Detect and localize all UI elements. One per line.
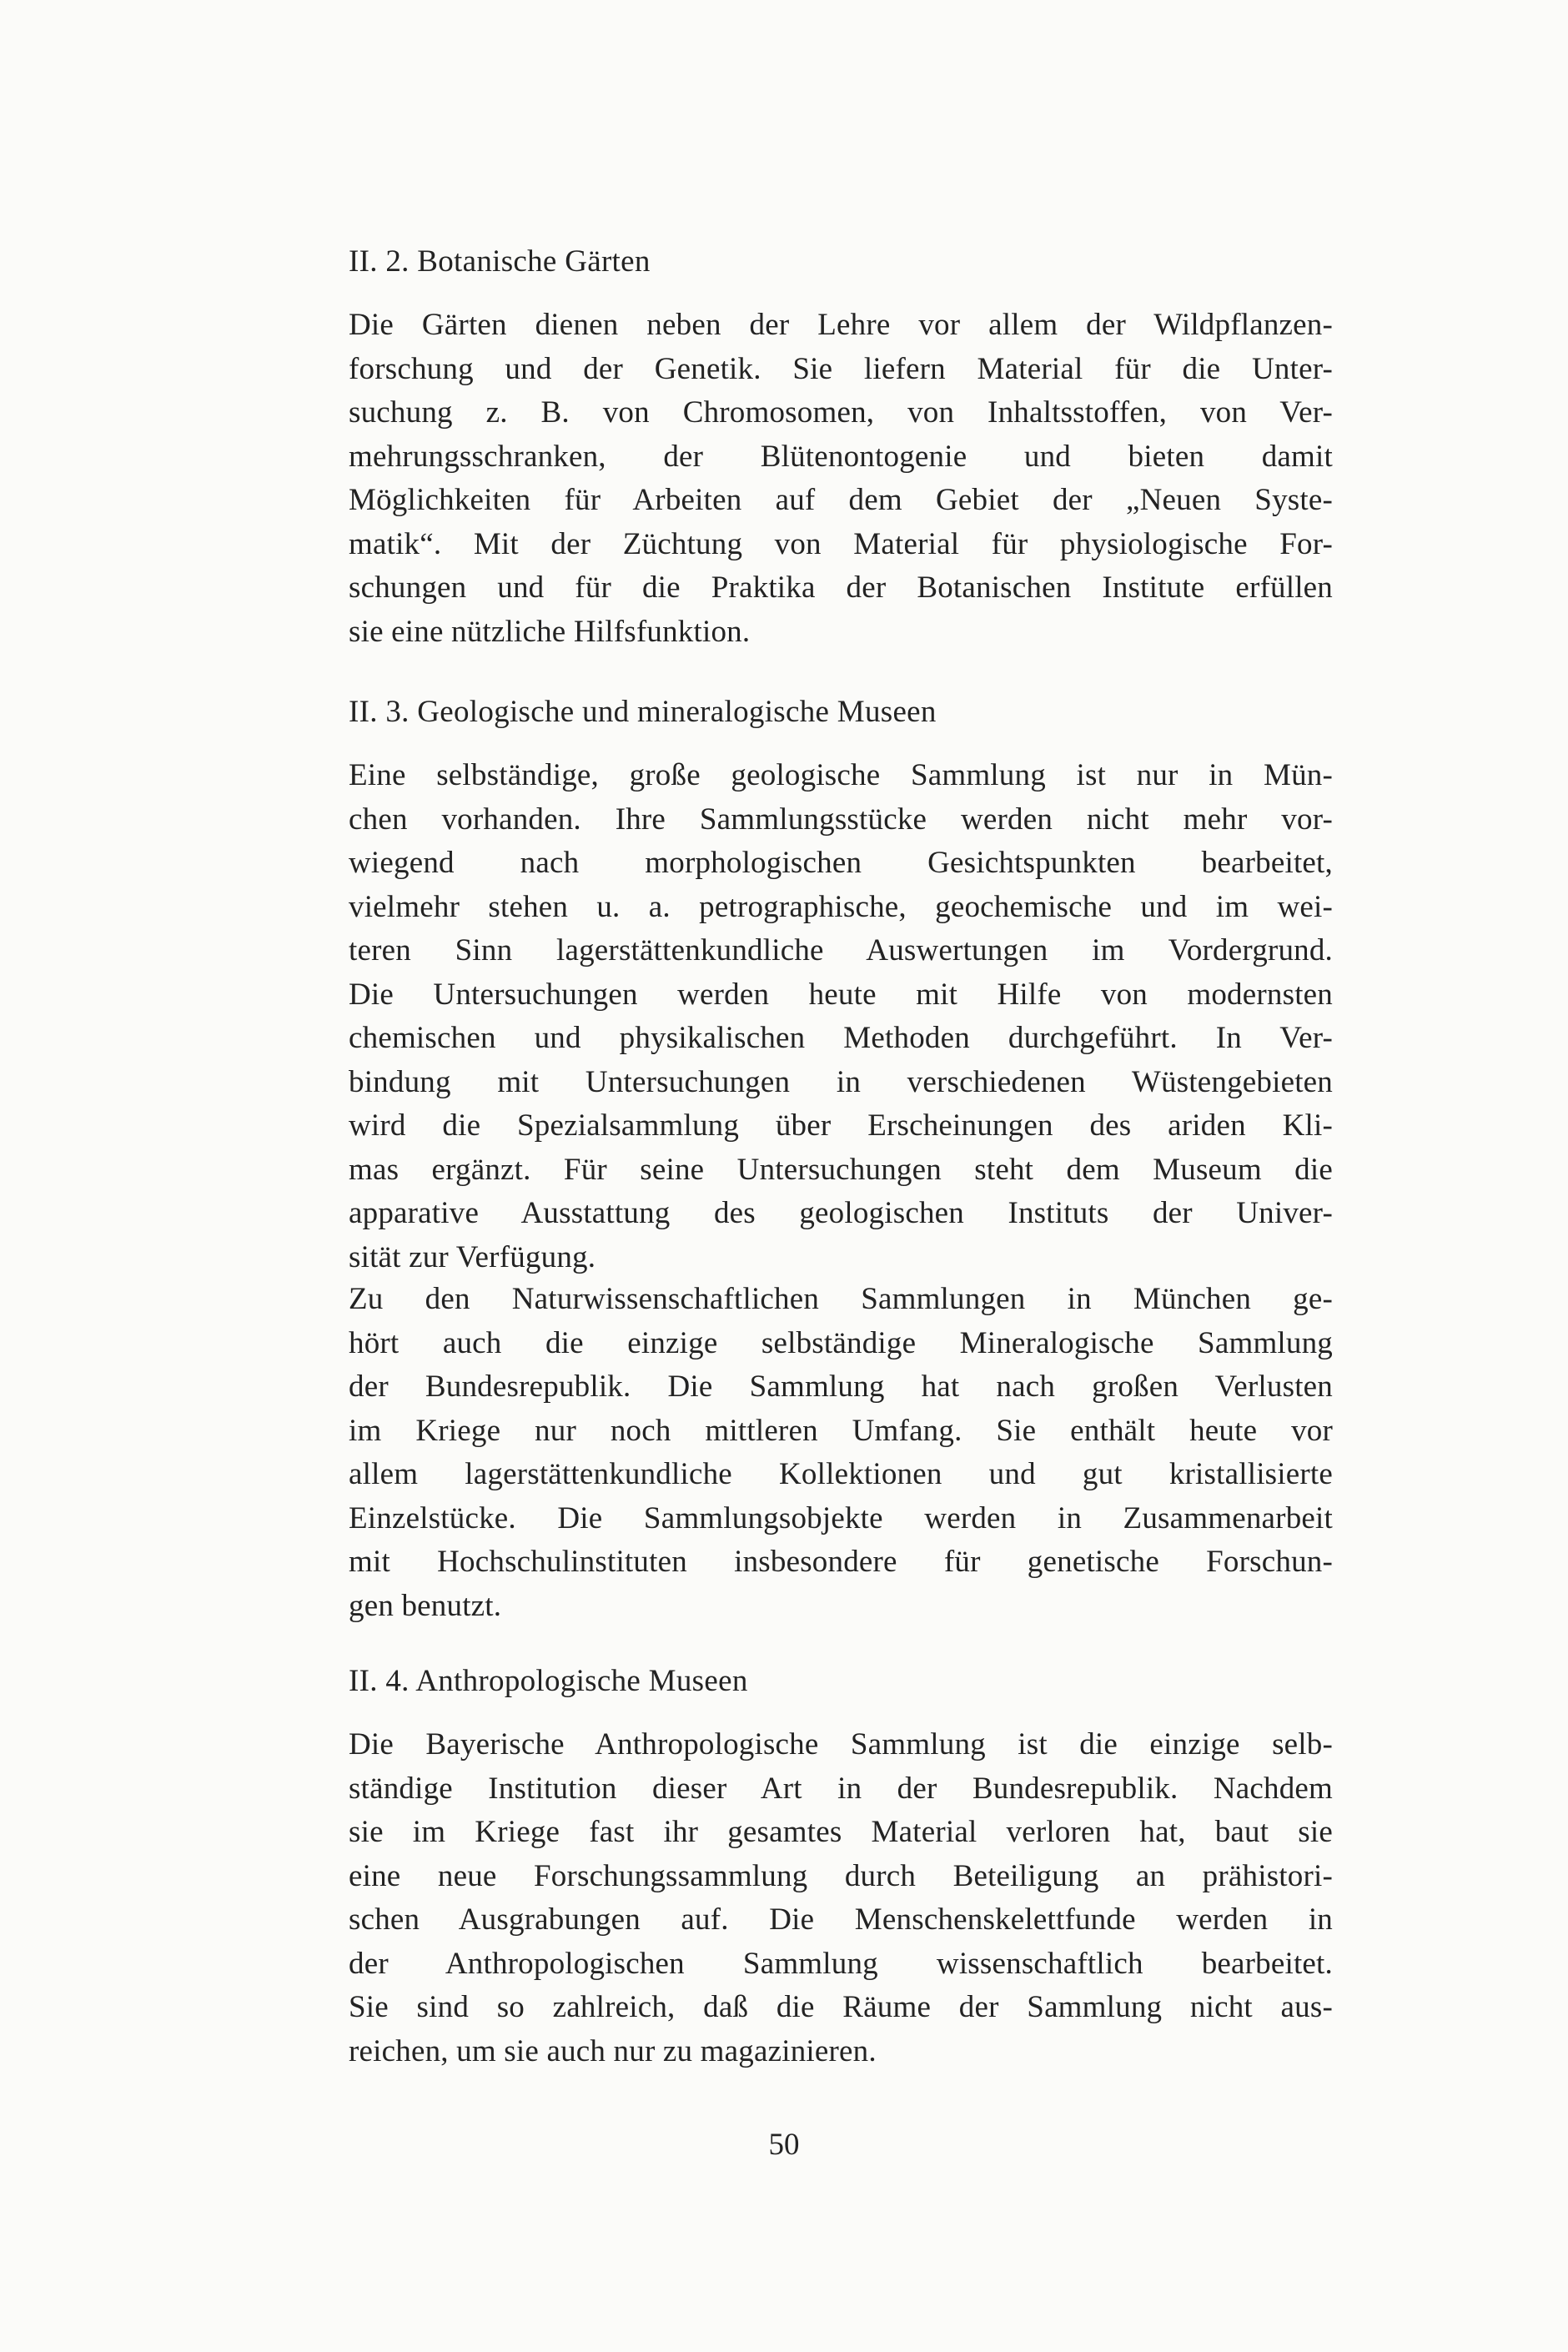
text-line: Sie sind so zahlreich, daß die Räume der Sammlung nicht aus- (349, 1990, 1333, 2024)
text-line: wiegend nach morphologischen Gesichtspunkten bearbeitet, (349, 846, 1333, 880)
text-line: Die Untersuchungen werden heute mit Hilfe von modernsten (349, 977, 1333, 1012)
text-line: Einzelstücke. Die Sammlungsobjekte werden in Zusammenarbeit (349, 1500, 1333, 1535)
text-line: vielmehr stehen u. a. petrographische, geochemische und im wei- (349, 889, 1333, 924)
text-line: mas ergänzt. Für seine Untersuchungen steht dem Museum die (349, 1152, 1333, 1187)
text-line: sie im Kriege fast ihr gesamtes Material verloren hat, baut sie (349, 1815, 1333, 1849)
text-line: Möglichkeiten für Arbeiten auf dem Gebiet der „Neuen Syste- (349, 483, 1333, 517)
text-line: Die Bayerische Anthropologische Sammlung ist die einzige selb- (349, 1727, 1333, 1761)
section-heading: II. 3. Geologische und mineralogische Museen (349, 695, 937, 729)
section-botanische-gaerten (349, 240, 1333, 284)
text-line: matik“. Mit der Züchtung von Material für physiologische For- (349, 526, 1333, 561)
paragraph (349, 754, 1333, 1279)
paragraph (349, 1723, 1333, 2073)
text-line: reichen, um sie auch nur zu magazinieren. (349, 2033, 877, 2068)
text-line: gen benutzt. (349, 1588, 502, 1623)
text-line: wird die Spezialsammlung über Erscheinungen des ariden Kli- (349, 1108, 1333, 1143)
text-line: mit Hochschulinstituten insbesondere für genetische Forschun- (349, 1545, 1333, 1579)
page-number: 50 (768, 2128, 800, 2162)
text-line: schen Ausgrabungen auf. Die Menschenskelettfunde werden in (349, 1902, 1333, 1937)
text-line: allem lagerstättenkundliche Kollektionen und gut kristallisierte (349, 1457, 1333, 1491)
text-line: Eine selbständige, große geologische Sammlung ist nur in Mün- (349, 758, 1333, 792)
text-line: suchung z. B. von Chromosomen, von Inhaltsstoffen, von Ver- (349, 395, 1333, 430)
paragraph (349, 304, 1333, 654)
text-line: ständige Institution dieser Art in der Bundesrepublik. Nachdem (349, 1771, 1333, 1806)
text-line: chen vorhanden. Ihre Sammlungsstücke werden nicht mehr vor- (349, 802, 1333, 837)
text-line: hört auch die einzige selbständige Mineralogische Sammlung (349, 1325, 1333, 1360)
text-line: der Bundesrepublik. Die Sammlung hat nach großen Verlusten (349, 1369, 1333, 1404)
section-geologische-museen (349, 691, 1333, 734)
text-line: im Kriege nur noch mittleren Umfang. Sie enthält heute vor (349, 1413, 1333, 1448)
text-line: schungen und für die Praktika der Botanischen Institute erfüllen (349, 570, 1333, 605)
text-line: sität zur Verfügung. (349, 1239, 596, 1274)
text-line: apparative Ausstattung des geologischen Instituts der Univer- (349, 1196, 1333, 1230)
text-line: Zu den Naturwissenschaftlichen Sammlungen in München ge- (349, 1282, 1333, 1316)
text-line: mehrungsschranken, der Blütenontogenie und bieten damit (349, 439, 1333, 474)
section-anthropologische-museen (349, 1660, 1333, 1703)
text-line: eine neue Forschungssammlung durch Beteiligung an prähistori- (349, 1858, 1333, 1893)
section-heading: II. 2. Botanische Gärten (349, 244, 651, 279)
text-line: Die Gärten dienen neben der Lehre vor allem der Wildpflanzen- (349, 308, 1333, 342)
section-heading: II. 4. Anthropologische Museen (349, 1664, 748, 1698)
text-line: chemischen und physikalischen Methoden durchgeführt. In Ver- (349, 1021, 1333, 1055)
text-line: bindung mit Untersuchungen in verschiedenen Wüstengebieten (349, 1064, 1333, 1099)
text-line: forschung und der Genetik. Sie liefern Material für die Unter- (349, 351, 1333, 386)
text-line: der Anthropologischen Sammlung wissenschaftlich bearbeitet. (349, 1946, 1333, 1981)
text-line: sie eine nützliche Hilfsfunktion. (349, 614, 751, 649)
paragraph (349, 1278, 1333, 1628)
text-line: teren Sinn lagerstättenkundliche Auswertungen im Vordergrund. (349, 933, 1333, 967)
